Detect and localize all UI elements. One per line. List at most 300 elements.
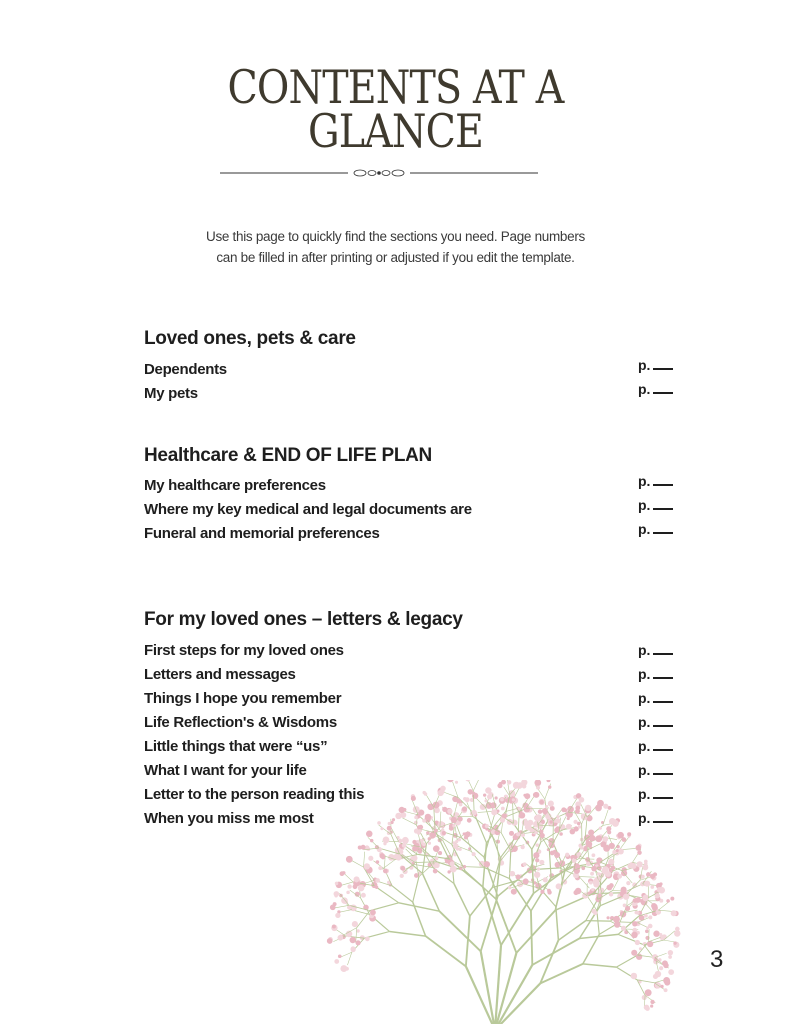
page-ref — [638, 473, 673, 489]
flower-blossom — [631, 973, 638, 980]
flower-blossom — [347, 905, 351, 909]
flower-blossom — [567, 806, 574, 813]
page-ref — [638, 357, 673, 373]
flower-blossom — [585, 805, 591, 811]
flower-blossom — [587, 863, 590, 866]
flower-stem — [556, 907, 559, 941]
flower-blossom — [555, 818, 560, 823]
flower-blossom — [462, 806, 467, 811]
toc-entry: Little things that were “us” — [144, 738, 328, 755]
flower-blossom — [463, 832, 466, 835]
flower-blossom — [458, 838, 461, 841]
flower-blossom — [644, 914, 648, 918]
flower-blossom — [658, 958, 662, 962]
flower-blossom — [524, 793, 530, 799]
flower-blossom — [546, 780, 550, 782]
flower-blossom — [468, 789, 473, 794]
flower-blossom — [611, 866, 615, 870]
flower-blossom — [484, 799, 487, 802]
flower-blossom — [334, 959, 339, 964]
flower-blossom — [516, 832, 520, 836]
flower-blossom — [642, 995, 647, 1000]
flower-blossom — [592, 853, 596, 857]
flower-blossom — [430, 832, 437, 839]
flower-blossom — [650, 885, 654, 889]
flower-stem — [501, 833, 511, 851]
flower-blossom — [653, 931, 659, 937]
flower-blossom — [644, 881, 650, 887]
flower-blossom — [512, 798, 515, 801]
flower-blossom — [626, 881, 630, 885]
flower-stem — [616, 955, 637, 967]
flower-blossom — [632, 921, 637, 926]
flower-blossom — [588, 830, 594, 836]
flower-blossom — [566, 824, 572, 830]
flower-blossom — [380, 827, 383, 830]
flower-blossom — [659, 882, 662, 885]
flower-blossom — [540, 833, 545, 838]
flower-blossom — [554, 852, 560, 858]
flower-blossom — [609, 892, 613, 896]
toc-entry: Where my key medical and legal documents are — [144, 501, 472, 518]
page-ref — [638, 762, 673, 778]
flower-blossom — [398, 839, 402, 843]
flower-blossom — [465, 780, 470, 781]
flower-blossom — [539, 830, 543, 834]
flower-blossom — [483, 794, 486, 797]
flower-blossom — [591, 888, 594, 891]
flower-stem — [467, 802, 473, 816]
page-number-blank — [653, 367, 673, 370]
flower-blossom — [424, 792, 428, 796]
page-prefix: p. — [638, 642, 651, 658]
flower-stem — [531, 911, 532, 965]
flower-stem — [473, 780, 480, 791]
section-title: Healthcare & END OF LIFE PLAN — [144, 445, 432, 466]
page-ref — [638, 381, 673, 397]
page-number-blank — [653, 676, 673, 679]
flower-blossom — [597, 872, 600, 875]
flower-blossom — [575, 806, 580, 811]
page-prefix: p. — [638, 714, 651, 730]
flower-blossom — [495, 830, 501, 836]
flower-blossom — [361, 893, 366, 898]
flower-blossom — [375, 886, 378, 889]
flower-blossom — [396, 855, 402, 861]
flower-blossom — [591, 866, 597, 872]
flower-blossom — [627, 832, 631, 836]
flower-blossom — [509, 871, 515, 877]
page-ref — [638, 497, 673, 513]
intro-text — [0, 226, 791, 268]
flower-blossom — [586, 841, 592, 847]
flower-blossom — [549, 820, 553, 824]
flower-blossom — [671, 910, 677, 916]
flower-blossom — [379, 853, 385, 859]
page-number-blank — [653, 531, 673, 534]
intro-line-2: can be filled in after printing or adjusted if you edit the template. — [216, 250, 575, 265]
flower-blossom — [662, 960, 668, 966]
flower-blossom — [455, 781, 458, 784]
flower-blossom — [603, 804, 608, 809]
flower-stem — [501, 893, 533, 945]
flower-blossom — [644, 1005, 650, 1011]
flower-blossom — [334, 891, 340, 897]
flower-blossom — [534, 780, 541, 786]
flower-blossom — [648, 924, 652, 928]
flower-blossom — [447, 870, 450, 873]
toc-entry: Life Reflection's & Wisdoms — [144, 714, 337, 731]
flower-blossom — [523, 862, 527, 866]
flower-blossom — [351, 947, 356, 952]
page-prefix: p. — [638, 666, 651, 682]
flower-stem — [391, 827, 399, 841]
flower-blossom — [403, 808, 407, 812]
flower-stem — [532, 938, 579, 964]
flower-blossom — [346, 856, 353, 863]
flower-blossom — [579, 797, 585, 803]
flower-stem — [618, 934, 644, 944]
flower-stem — [368, 837, 379, 848]
flower-blossom — [438, 851, 442, 855]
flower-blossom — [536, 786, 540, 790]
page-prefix: p. — [638, 497, 651, 513]
page-number-blank — [653, 700, 673, 703]
flower-blossom — [387, 826, 392, 831]
flower-blossom — [370, 839, 373, 842]
flower-blossom — [550, 806, 555, 811]
flower-blossom — [422, 819, 426, 823]
flower-blossom — [581, 866, 585, 870]
flower-blossom — [376, 860, 380, 864]
flower-blossom — [589, 881, 593, 885]
flower-blossom — [500, 818, 505, 823]
flower-blossom — [524, 881, 528, 885]
flower-blossom — [548, 801, 554, 807]
page-prefix: p. — [638, 357, 651, 373]
flower-blossom — [402, 837, 409, 844]
baby-breath-flower-illustration — [270, 780, 720, 1024]
flower-blossom — [648, 915, 652, 919]
flower-blossom — [642, 865, 648, 871]
flower-blossom — [452, 824, 455, 827]
flower-blossom — [587, 892, 590, 895]
flower-blossom — [433, 845, 440, 852]
flower-blossom — [576, 852, 580, 856]
flower-blossom — [327, 938, 333, 944]
flower-blossom — [500, 798, 504, 802]
flower-blossom — [495, 796, 498, 799]
flower-blossom — [484, 861, 490, 867]
flower-blossom — [645, 929, 649, 933]
flower-blossom — [556, 883, 562, 889]
flower-blossom — [472, 852, 476, 856]
flower-stem — [484, 867, 510, 878]
flower-stem — [579, 877, 589, 889]
flower-stem — [495, 965, 532, 1024]
flower-blossom — [402, 843, 407, 848]
flower-blossom — [636, 845, 642, 851]
flower-blossom — [621, 926, 626, 931]
flower-blossom — [539, 800, 543, 804]
page-number-blank — [653, 772, 673, 775]
flower-blossom — [616, 849, 619, 852]
flower-blossom — [538, 809, 542, 813]
section-title: Loved ones, pets & care — [144, 328, 356, 349]
toc-entry: Dependents — [144, 361, 227, 378]
flower-blossom — [418, 825, 423, 830]
flower-blossom — [548, 785, 551, 788]
toc-entry: First steps for my loved ones — [144, 642, 344, 659]
flower-blossom — [400, 866, 405, 871]
flower-blossom — [583, 847, 587, 851]
flower-blossom — [574, 855, 578, 859]
flower-blossom — [645, 989, 652, 996]
flower-blossom — [345, 967, 349, 971]
page-prefix: p. — [638, 381, 651, 397]
flower-blossom — [607, 916, 610, 919]
flower-blossom — [485, 787, 491, 793]
flower-blossom — [644, 860, 648, 864]
flower-blossom — [392, 818, 395, 821]
flower-blossom — [338, 954, 342, 958]
flower-blossom — [364, 863, 370, 869]
flower-blossom — [663, 977, 670, 984]
flower-stem — [426, 936, 466, 966]
flower-blossom — [458, 848, 461, 851]
flower-blossom — [636, 954, 642, 960]
flower-blossom — [425, 814, 431, 820]
flower-blossom — [340, 871, 345, 876]
flower-blossom — [458, 817, 463, 822]
flower-blossom — [613, 916, 620, 923]
flower-blossom — [659, 966, 663, 970]
flower-blossom — [580, 846, 584, 850]
flower-blossom — [508, 886, 511, 889]
flower-blossom — [595, 804, 602, 811]
page-prefix: p. — [638, 473, 651, 489]
flower-stem — [403, 863, 415, 873]
flower-blossom — [578, 825, 581, 828]
flower-blossom — [589, 835, 595, 841]
flower-blossom — [354, 876, 360, 882]
flower-blossom — [433, 869, 438, 874]
flower-stem — [382, 860, 395, 870]
flower-stem — [370, 903, 399, 911]
flower-blossom — [440, 786, 446, 792]
page-title-line1: CONTENTS AT A — [227, 60, 564, 114]
flower-blossom — [562, 879, 567, 884]
flower-stem — [439, 911, 480, 951]
flower-blossom — [608, 859, 614, 865]
flower-blossom — [504, 795, 508, 799]
flower-blossom — [515, 874, 520, 879]
flower-blossom — [666, 899, 670, 903]
flower-blossom — [485, 824, 489, 828]
flower-blossom — [631, 950, 637, 956]
page-number-blank — [653, 391, 673, 394]
flower-blossom — [650, 1000, 654, 1004]
flower-blossom — [590, 872, 594, 876]
flower-blossom — [418, 849, 422, 853]
flower-blossom — [509, 831, 514, 836]
flower-stem — [513, 801, 514, 824]
page-ref — [638, 738, 673, 754]
flower-blossom — [659, 933, 662, 936]
flower-blossom — [652, 904, 657, 909]
flower-blossom — [637, 861, 643, 867]
page-prefix: p. — [638, 690, 651, 706]
flower-blossom — [356, 940, 361, 945]
flower-blossom — [631, 932, 638, 939]
flower-blossom — [534, 824, 537, 827]
flower-blossom — [491, 809, 497, 815]
flower-blossom — [607, 830, 611, 834]
flower-stem — [579, 877, 594, 878]
flower-blossom — [642, 894, 649, 901]
flower-blossom — [330, 905, 336, 911]
flower-blossom — [573, 890, 578, 895]
flower-blossom — [658, 887, 665, 894]
flower-blossom — [450, 861, 455, 866]
flower-blossom — [434, 863, 440, 869]
flower-blossom — [442, 831, 446, 835]
flower-blossom — [388, 822, 391, 825]
flower-stem — [558, 921, 585, 941]
flower-blossom — [519, 812, 525, 818]
page-number-blank — [653, 507, 673, 510]
page-prefix: p. — [638, 738, 651, 754]
flower-blossom — [623, 904, 627, 908]
flower-blossom — [633, 898, 638, 903]
flower-blossom — [507, 780, 511, 784]
flower-blossom — [366, 830, 373, 837]
flower-blossom — [414, 816, 418, 820]
flower-blossom — [602, 868, 609, 875]
page-ref — [638, 666, 673, 682]
flower-blossom — [347, 884, 351, 888]
ornamental-divider — [220, 166, 538, 180]
flower-blossom — [573, 820, 577, 824]
flower-blossom — [556, 815, 559, 818]
flower-blossom — [668, 955, 672, 959]
flower-blossom — [617, 874, 622, 879]
intro-line-1: Use this page to quickly find the sections you need. Page numbers — [206, 229, 585, 244]
flower-blossom — [542, 808, 548, 814]
page-number: 3 — [710, 946, 724, 973]
flower-blossom — [650, 874, 655, 879]
toc-entry: My healthcare preferences — [144, 477, 326, 494]
flower-blossom — [607, 885, 613, 891]
flower-blossom — [467, 818, 472, 823]
flower-blossom — [624, 930, 628, 934]
flower-blossom — [422, 842, 426, 846]
flower-blossom — [527, 820, 533, 826]
flower-blossom — [646, 872, 651, 877]
flower-blossom — [335, 882, 339, 886]
flower-blossom — [358, 885, 365, 892]
flower-blossom — [599, 827, 602, 830]
flower-blossom — [535, 814, 541, 820]
page-ref — [638, 714, 673, 730]
flower-blossom — [636, 911, 639, 914]
flower-blossom — [378, 866, 382, 870]
page-number-blank — [653, 652, 673, 655]
flower-blossom — [536, 843, 540, 847]
flower-blossom — [335, 913, 340, 918]
flower-blossom — [673, 941, 676, 944]
flower-blossom — [660, 985, 663, 988]
flower-blossom — [383, 837, 390, 844]
flower-blossom — [350, 937, 356, 943]
flower-blossom — [668, 969, 674, 975]
page-ref — [638, 521, 673, 537]
flower-blossom — [595, 835, 602, 842]
flower-stem — [454, 883, 470, 916]
flower-blossom — [537, 867, 540, 870]
flower-blossom — [674, 930, 680, 936]
toc-entry: Funeral and memorial preferences — [144, 525, 380, 542]
flower-blossom — [637, 850, 642, 855]
flower-blossom — [664, 988, 668, 992]
flower-blossom — [450, 866, 457, 873]
toc-entry: Things I hope you remember — [144, 690, 342, 707]
flower-blossom — [534, 872, 540, 878]
flower-blossom — [426, 831, 430, 835]
flower-blossom — [465, 797, 470, 802]
flower-blossom — [412, 840, 416, 844]
flower-blossom — [533, 852, 539, 858]
flower-blossom — [361, 845, 366, 850]
flower-blossom — [565, 853, 569, 857]
flower-blossom — [559, 832, 563, 836]
flower-blossom — [516, 782, 523, 789]
flower-stem — [465, 871, 496, 899]
flower-blossom — [545, 805, 548, 808]
flower-blossom — [497, 783, 502, 788]
flower-blossom — [452, 796, 458, 802]
flower-blossom — [451, 817, 457, 823]
flower-blossom — [635, 940, 640, 945]
flower-blossom — [622, 837, 627, 842]
flower-stem — [402, 818, 416, 825]
flower-blossom — [623, 894, 629, 900]
flower-blossom — [668, 950, 673, 955]
page-ref — [638, 642, 673, 658]
flower-stem — [334, 905, 349, 908]
page-number-blank — [653, 748, 673, 751]
flower-stem — [422, 873, 439, 911]
flower-blossom — [339, 934, 342, 937]
flower-blossom — [520, 845, 524, 849]
page-prefix: p. — [638, 521, 651, 537]
flower-blossom — [411, 796, 416, 801]
flower-blossom — [464, 835, 468, 839]
flower-stem — [443, 792, 458, 798]
page-prefix: p. — [638, 786, 651, 802]
flower-stem — [603, 810, 608, 826]
flower-blossom — [434, 829, 438, 833]
flower-blossom — [598, 894, 602, 898]
section-title: For my loved ones – letters & legacy — [144, 609, 463, 630]
page-prefix: p. — [638, 762, 651, 778]
flower-blossom — [487, 794, 492, 799]
toc-entry: When you miss me most — [144, 810, 314, 827]
page-prefix: p. — [638, 810, 651, 826]
flower-stem — [583, 964, 617, 967]
flower-blossom — [653, 974, 658, 979]
page-ref — [638, 690, 673, 706]
